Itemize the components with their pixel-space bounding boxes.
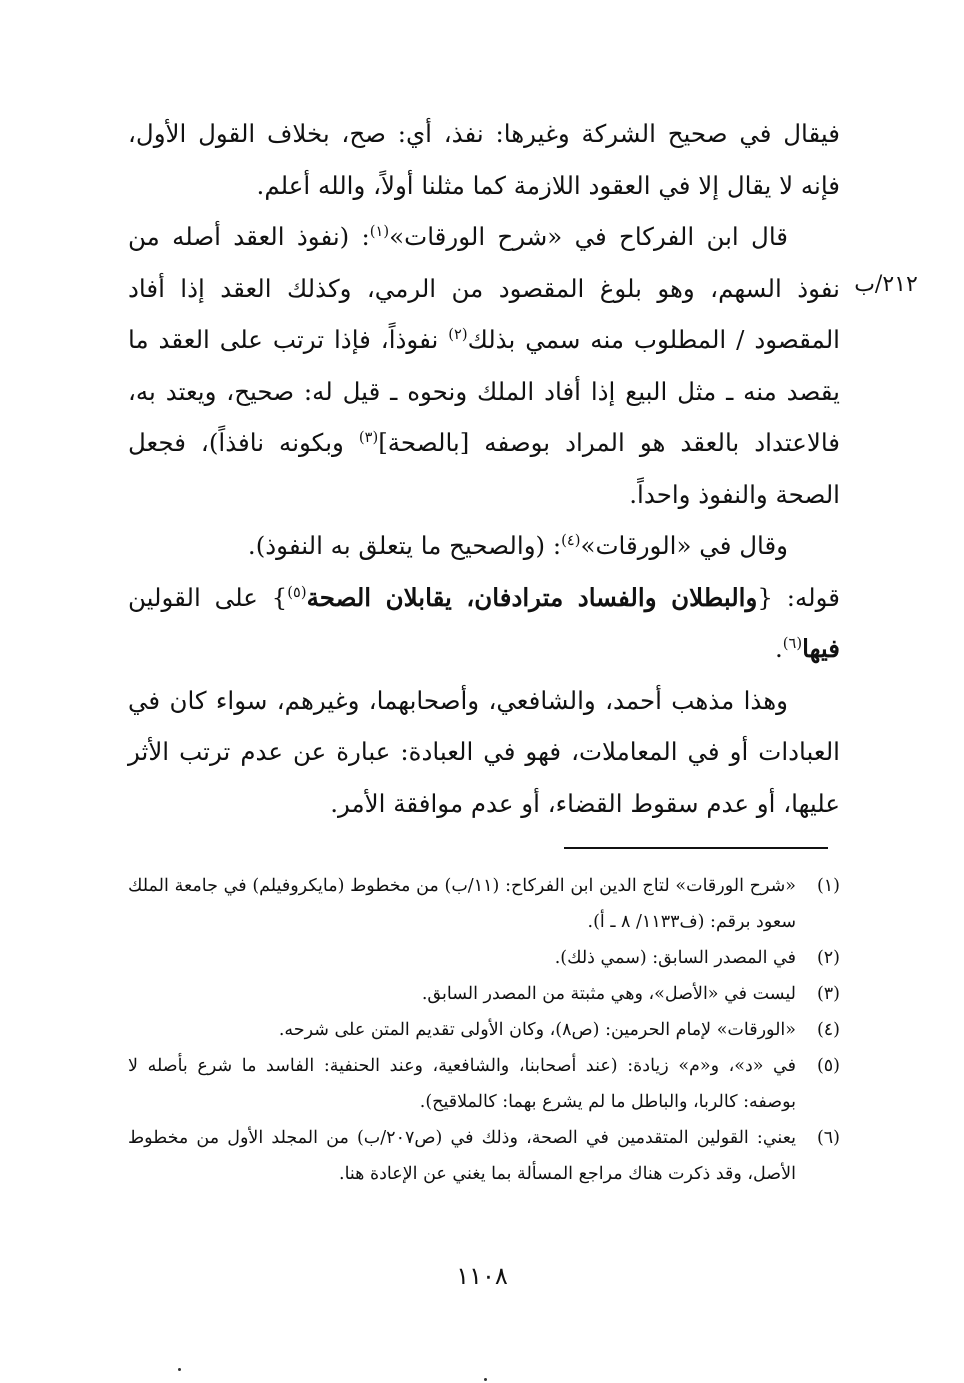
- footnote: [128, 868, 840, 940]
- text-run: .: [774, 634, 783, 663]
- footnote: [128, 940, 840, 976]
- paragraph: [128, 675, 840, 830]
- footnote: [128, 1120, 840, 1192]
- footnote-text: «شرح الورقات» لتاج الدين ابن الفركاح: (١١/ب) من مخطوط (مايكروفيلم) في جامعة الملك سعود برقم: (ف١١٣٣/ ٨ ـ أ).: [128, 876, 796, 932]
- paragraph: [128, 572, 840, 675]
- footnote-number: (١): [816, 876, 840, 896]
- paragraph: [128, 211, 840, 520]
- footnote-text: يعني: القولين المتقدمين في الصحة، وذلك في (ص٢٠٧/ب) من المجلد الأول من مخطوط الأصل، وقد ذكرت هناك مراجع المسألة بما يغني عن الإعادة هنا.: [128, 1128, 797, 1184]
- text-run: : (نفوذ العقد أصله من نفوذ السهم، وهو بلوغ المقصود من الرمي، وكذلك العقد إذا أفاد المقصود / المطلوب منه سمي بذلك: [128, 222, 840, 354]
- text-run: } على القولين: [128, 582, 288, 612]
- text-run: وبكونه نافذاً)، فجعل الصحة والنفوذ واحداً.: [128, 428, 840, 509]
- page-number: ١١٠٨: [456, 1262, 508, 1290]
- footnote-text: ليست في «الأصل»، وهي مثبتة من المصدر السابق.: [421, 984, 796, 1004]
- main-text: [128, 108, 840, 829]
- footnote-ref: (٥): [287, 583, 307, 601]
- text-run: : (والصحيح ما يتعلق به النفوذ).: [247, 531, 562, 560]
- text-run: وقال في «الورقات»: [580, 531, 788, 560]
- footnotes: [128, 868, 840, 1192]
- footnote: [128, 976, 840, 1012]
- footnote-text: في «د»، و«م» زيادة: (عند أصحابنا، والشافعية، وعند الحنفية: الفاسد ما شرع بأصله لا بوصفه: كالربا، والباطل ما لم يشرع بهما: كالملاقيح).: [128, 1056, 796, 1112]
- footnote-number: (٥): [816, 1056, 840, 1076]
- text-run: قوله: {: [757, 582, 840, 612]
- footnote-ref: (٢): [448, 325, 468, 343]
- paragraph: [128, 520, 840, 572]
- text-run: قال ابن الفركاح في «شرح الورقات»: [389, 222, 789, 251]
- text-run: نفوذاً، فإذا ترتب على العقد ما يقصد منه ـ مثل البيع إذا أفاد الملك ونحوه ـ قيل له: صحيح، ويعتد به، فالاعتداد بالعقد هو المراد بوصفه [بالصحة]: [128, 325, 840, 457]
- footnote-ref: (٦): [782, 634, 803, 652]
- footnote-number: (٦): [816, 1128, 840, 1148]
- footnote-ref: (١): [369, 222, 390, 240]
- text-run: فيقال في صحيح الشركة وغيرها: نفذ، أي: صح، بخلاف القول الأول، فإنه لا يقال إلا في العقود اللازمة كما مثلنا أولاً، والله أعلم.: [128, 119, 840, 200]
- footnote-number: (٤): [816, 1020, 840, 1040]
- scan-speck: [484, 1378, 487, 1381]
- text-run: وهذا مذهب أحمد، والشافعي، وأصحابهما، وغيرهم، سواء كان في العبادات أو في المعاملات، فهو في العبادة: عبارة عن عدم ترتب الأثر عليها، أو عدم سقوط القضاء، أو عدم موافقة الأمر.: [128, 685, 840, 818]
- footnote-number: (٣): [816, 984, 840, 1004]
- footnote-text: «الورقات» لإمام الحرمين: (ص٨)، وكان الأولى تقديم المتن على شرحه.: [278, 1020, 796, 1040]
- margin-folio-note: ٢١٢/ب: [854, 272, 918, 297]
- quoted-matn: فيها: [802, 634, 840, 663]
- footnote-text: في المصدر السابق: (سمي ذلك).: [554, 948, 796, 968]
- quoted-matn: والبطلان والفساد مترادفان، يقابلان الصحة: [306, 582, 758, 612]
- footnote: [128, 1048, 840, 1120]
- footnote-ref: (٤): [561, 531, 581, 549]
- scan-speck: [178, 1368, 181, 1371]
- footnote-separator: [564, 847, 828, 849]
- paragraph: [128, 108, 840, 211]
- footnote: [128, 1012, 840, 1048]
- footnote-ref: (٣): [358, 428, 379, 446]
- footnote-number: (٢): [816, 948, 840, 968]
